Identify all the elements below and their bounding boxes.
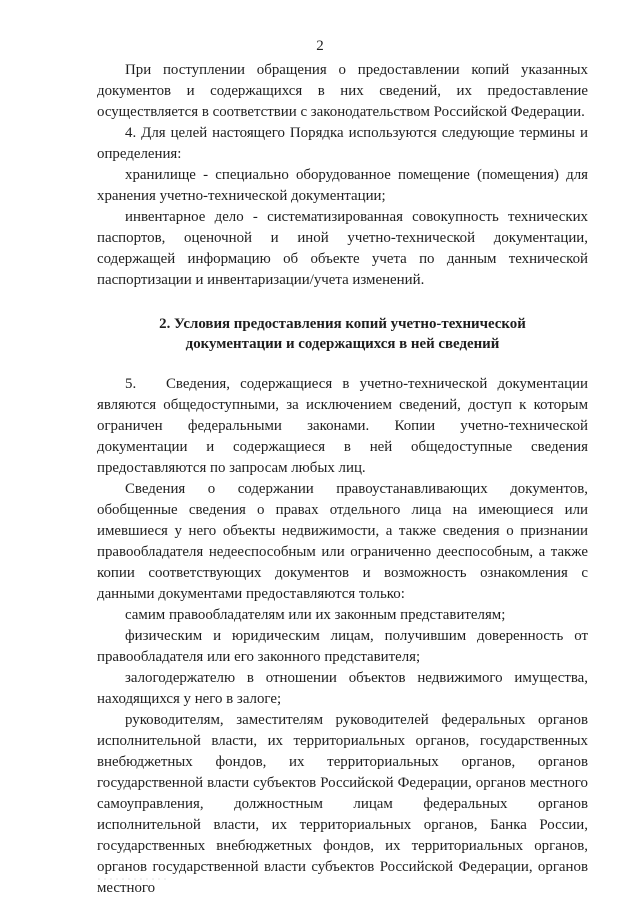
paragraph-term-inventory-file: инвентарное дело - систематизированная совокупность технических паспортов, оценочной и иной учетно-технической документации, содержащей информацию об объекте учета по данным технической паспортизации и инвентаризации/учета изменений. <box>97 209 588 288</box>
paragraph-term-storage: хранилище - специально оборудованное помещение (помещения) для хранения учетно-технической документации; <box>97 167 588 204</box>
section-heading-line1: 2. Условия предоставления копий учетно-технической <box>159 316 526 332</box>
paragraph-item-5: 5. Сведения, содержащиеся в учетно-технической документации являются общедоступными, за исключением сведений, доступ к которым ограничен федеральными законами. Копии учетно-технической документации и содержащиеся в ней общедоступные сведения предоставляются по запросам любых лиц. <box>97 376 588 476</box>
list-item-pledgees: залогодержателю в отношении объектов недвижимого имущества, находящихся у него в залоге; <box>97 670 588 707</box>
section-heading <box>97 314 588 354</box>
section-heading-line2: документации и содержащихся в ней сведений <box>185 336 500 352</box>
list-item-owners: самим правообладателям или их законным представителям; <box>125 607 506 623</box>
document-body <box>97 60 588 899</box>
list-item-officials: руководителям, заместителям руководителей федеральных органов исполнительной власти, их территориальных органов, государственных внебюджетных фондов, их территориальных органов, органов государственной власти субъектов Российской Федерации, органов местного самоуправления, должностным лицам федеральных органов исполнительной власти, их территориальных органов, Банка России, государственных внебюджетных фондов, их территориальных органов, органов государственной власти субъектов Российской Федерации, органов местного <box>97 712 588 896</box>
paragraph-restricted-info: Сведения о содержании правоустанавливающих документов, обобщенные сведения о правах отдельного лица на имеющиеся или имевшиеся у него объекты недвижимости, а также сведения о признании правообладателя недееспособным или ограниченно дееспособным, а также копии соответствующих документов и возможность ознакомления с данными документами предоставляются только: <box>97 481 588 602</box>
paragraph-terms-intro: 4. Для целей настоящего Порядка используются следующие термины и определения: <box>97 125 588 162</box>
list-item-proxies: физическим и юридическим лицам, получившим доверенность от правообладателя или его законного представителя; <box>97 628 588 665</box>
page-number: 2 <box>316 38 324 54</box>
scan-artifact <box>96 878 166 880</box>
paragraph-requests: При поступлении обращения о предоставлении копий указанных документов и содержащихся в них сведений, их предоставление осуществляется в соответствии с законодательством Российской Федерации. <box>97 62 588 120</box>
